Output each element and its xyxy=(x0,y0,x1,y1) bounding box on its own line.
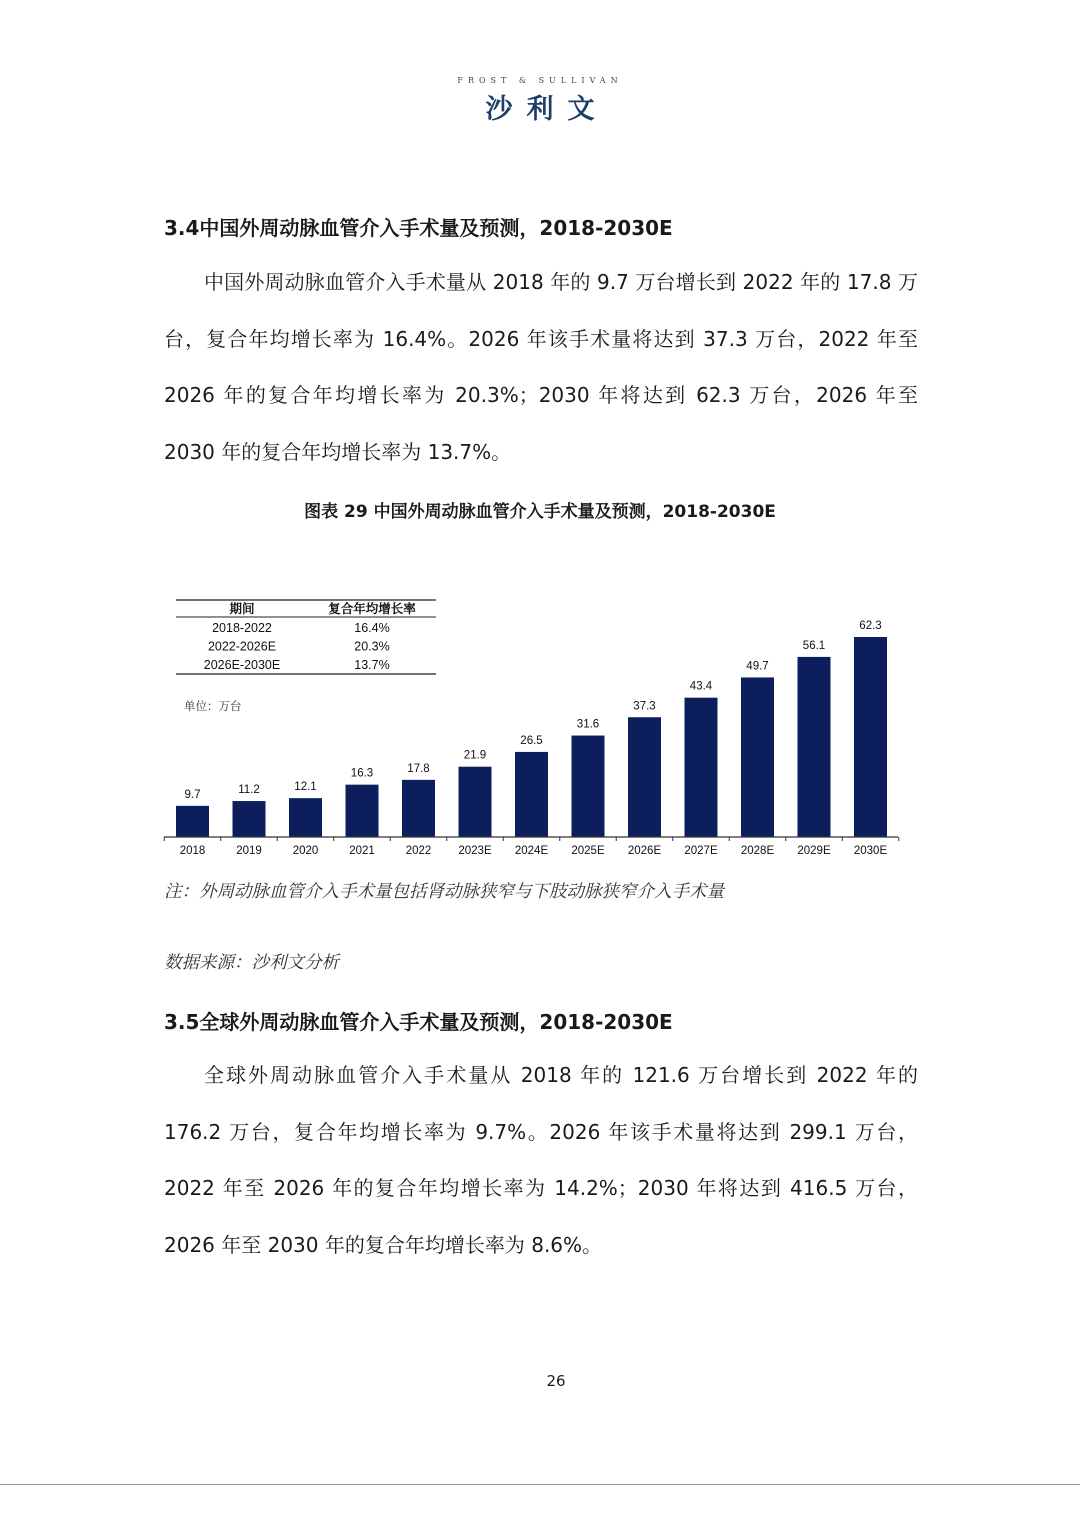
section-3-5-heading: 3.5全球外周动脉血管介入手术量及预测，2018-2030E xyxy=(164,1010,673,1034)
bar xyxy=(459,767,492,837)
cagr-table-period: 2026E-2030E xyxy=(203,658,281,672)
bar xyxy=(572,736,605,837)
unit-label: 单位：万台 xyxy=(184,701,242,713)
x-tick-label: 2019 xyxy=(236,845,262,857)
section-3-4-heading: 3.4中国外周动脉血管介入手术量及预测，2018-2030E xyxy=(164,216,673,240)
x-tick-label: 2023E xyxy=(458,845,492,857)
cagr-table-cagr: 20.3% xyxy=(354,639,390,654)
figure-note: 注：外周动脉血管介入手术量包括肾动脉狭窄与下肢动脉狭窄介入手术量 xyxy=(164,882,724,902)
data-label: 49.7 xyxy=(746,660,769,673)
data-label: 37.3 xyxy=(633,700,656,713)
cagr-table-cagr: 16.4% xyxy=(354,621,390,635)
cagr-table-period: 2022-2026E xyxy=(207,639,277,654)
data-label: 17.8 xyxy=(407,762,430,775)
x-tick-label: 2030E xyxy=(853,845,888,857)
bar xyxy=(685,698,718,837)
cagr-table-cagr: 13.7% xyxy=(354,658,390,672)
data-label: 16.3 xyxy=(350,767,374,780)
figure-caption: 图表 29 中国外周动脉血管介入手术量及预测，2018-2030E xyxy=(304,502,776,522)
data-label: 12.1 xyxy=(294,781,317,794)
section-3-4-paragraph: 中国外周动脉血管介入手术量从 2018 年的 9.7 万台增长到 2022 年的 17.8 万台，复合年均增长率为 16.4%。2026 年该手术量将达到 37.3 万台，2022 年至 2026 年的复合年均增长率为 20.3%；2030 年将达到 62.3 万台，2026 年至 2030 年的复合年均增长率为 13.7%。 xyxy=(164,270,918,464)
data-label: 26.5 xyxy=(520,734,543,747)
data-label: 31.6 xyxy=(576,718,600,731)
x-tick-label: 2018 xyxy=(179,845,206,857)
bar xyxy=(515,752,548,837)
figure-source: 数据来源：沙利文分析 xyxy=(164,953,339,973)
bar-chart xyxy=(160,592,910,867)
page-number: 26 xyxy=(546,1372,566,1390)
bar xyxy=(176,806,209,837)
frost-sullivan-logo xyxy=(0,76,1080,126)
bar xyxy=(741,677,774,837)
x-tick-label: 2028E xyxy=(740,845,775,857)
x-tick-label: 2024E xyxy=(514,845,549,857)
logo-english-text: FROST & SULLIVAN xyxy=(457,76,623,85)
data-label: 9.7 xyxy=(184,788,201,801)
bar xyxy=(402,780,435,837)
x-tick-label: 2021 xyxy=(349,845,375,857)
bar xyxy=(289,798,322,837)
bar xyxy=(233,801,266,837)
logo-chinese-text: 沙利文 xyxy=(485,94,609,125)
x-tick-label: 2027E xyxy=(684,845,718,857)
cagr-table-period: 2018-2022 xyxy=(212,621,272,635)
x-tick-label: 2020 xyxy=(292,845,319,857)
section-3-5-paragraph: 全球外周动脉血管介入手术量从 2018 年的 121.6 万台增长到 2022 年的 176.2 万台，复合年均增长率为 9.7%。2026 年该手术量将达到 299.1 万台，2022 年至 2026 年的复合年均增长率为 14.2%；2030 年将达到 416.5 万台，2026 年至 2030 年的复合年均增长率为 8.6%。 xyxy=(164,1063,918,1257)
footer-rule xyxy=(0,1484,1080,1485)
bar xyxy=(854,637,887,837)
bar xyxy=(628,717,661,837)
cagr-table-header-period: 期间 xyxy=(229,602,255,616)
data-label: 21.9 xyxy=(463,749,487,762)
data-label: 43.4 xyxy=(689,680,713,693)
bar xyxy=(798,657,831,837)
bar xyxy=(346,785,379,837)
data-label: 62.3 xyxy=(859,620,882,632)
x-tick-label: 2026E xyxy=(627,845,662,857)
cagr-table-header-cagr: 复合年均增长率 xyxy=(328,602,416,616)
x-tick-label: 2022 xyxy=(405,845,432,857)
data-label: 11.2 xyxy=(238,784,260,797)
x-tick-label: 2025E xyxy=(571,845,605,857)
x-tick-label: 2029E xyxy=(797,845,831,857)
data-label: 56.1 xyxy=(802,639,826,652)
